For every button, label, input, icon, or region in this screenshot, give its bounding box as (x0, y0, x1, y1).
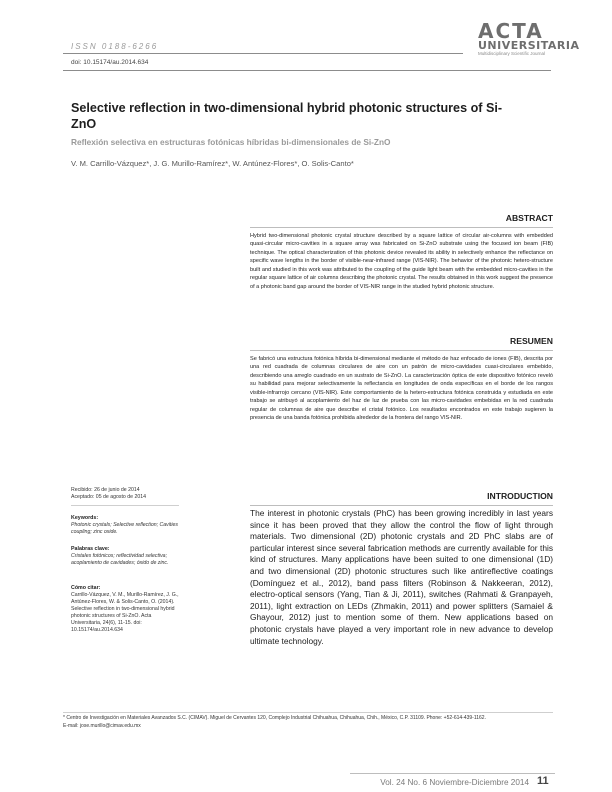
issn: ISSN 0188-6266 (71, 42, 159, 51)
footnote (63, 715, 553, 730)
introduction-text: The interest in photonic crystals (PhC) has been growing incredibly in last years since it has been proved that they allow the control the flow of light through materials. Two dimensional (2D) photonic crystals and 2D PhC slabs are of particular interest since several fabrication methods are currently available for this kind of structures. Many applications have been suited to one dimensional (1D) and two dimensional (2D) photonic structures such like antireflective coatings (Domínguez et al., 2012), band pass filters (Robinson & Nakkeeran, 2012), electro-optical sensors (Yang, Tian & Ji, 2011), switches (Rahmati & Granpayeh, 2011), light extraction on LEDs (Zhmakin, 2011) and power splitters (Samaiel & Ghayour, 2012) just to mention some of them. New applications based on photonic crystals have played a very important role in new advance to develop ultimate technology. (250, 508, 553, 646)
citation-block (71, 585, 181, 634)
palabras-clave-text: Cristales fotónicos; reflectividad selectiva; acoplamiento de cavidades; óxido de zinc. (71, 553, 169, 566)
article-subtitle: Reflexión selectiva en estructuras fotónicas híbridas bi-dimensionales de Si-ZnO (71, 137, 391, 147)
sidebar-divider (71, 505, 179, 506)
resumen-heading: RESUMEN (510, 336, 553, 346)
keywords-text: Photonic crystals; Selective reflection; Cavities coupling; zinc oxide. (71, 522, 178, 535)
article-title: Selective reflection in two-dimensional hybrid photonic structures of Si-ZnO (71, 101, 503, 131)
doi: doi: 10.15174/au.2014.634 (71, 59, 149, 66)
accepted-date: Aceptado: 05 de agosto de 2014 (71, 494, 146, 500)
volume-info: Vol. 24 No. 6 Noviembre-Diciembre 2014 (380, 778, 529, 787)
page-number: 11 (537, 775, 549, 787)
logo-tagline: Multidisciplinary Scientific Journal (478, 51, 546, 56)
keywords-label: Keywords: (71, 515, 99, 521)
abstract-rule (250, 227, 553, 228)
citation-label: Cómo citar: (71, 585, 101, 591)
affiliation: * Centro de Investigación en Materiales Avanzados S.C. (CIMAV). Miguel de Cervantes 120, Complejo Industrial Chihuahua, Chihuahua, Chih., México, C.P. 31109. Phone: +52-614-439-1162. (63, 715, 486, 721)
introduction-heading: INTRODUCTION (487, 491, 553, 501)
footer-rule (350, 773, 555, 774)
logo-line-1: ACTA (478, 19, 544, 43)
footnote-rule (63, 712, 553, 713)
header-rule-bottom (63, 70, 551, 71)
dates-block (71, 487, 231, 501)
palabras-clave-label: Palabras clave: (71, 546, 110, 552)
logo-line-2: UNIVERSITARIA (478, 39, 580, 52)
header-rule-top (63, 53, 463, 54)
keywords-block (71, 515, 179, 536)
citation-text: Carrillo-Vázquez, V. M., Murillo-Ramírez, J. G., Antúnez-Flores, W. & Solis-Canto, O. (2014). Selective reflection in two-dimensional hybrid photonic structures of Si-ZnO. Acta Universitaria, 24(6), 11-15. doi: 10.15174/au.2014.634 (71, 592, 179, 633)
resumen-text: Se fabricó una estructura fotónica híbrida bi-dimensional mediante el método de haz enfocado de iones (FIB), descrita por una red cuadrada de columnas circulares de aire con un patrón de micro-cavidades cuasi-circulares embebido, describiendo una arreglo cuadrado en un sustrato de Si-ZnO. La caracterización óptica de este dispositivo fotónico reveló su habilidad para mejorar selectivamente la reflectancia en longitudes de onda específicas en el borde de los rangos visible-infrarrojo cercano (VIS-NIR). Este comportamiento de la hetero-estructura fotónica construida y estudiada en este trabajo se atribuyó al acoplamiento del haz de luz de prueba con las micro-cavidades embebidas en la red cuadrada regular de columnas de aire que describe el cristal fotónico. Los resultados encontrados en este trabajo sugieren la presencia de una banda fotónica prohibida alrededor de la frontera del rango VIS-NIR. (250, 356, 553, 422)
author-list: V. M. Carrillo-Vázquez*, J. G. Murillo-Ramírez*, W. Antúnez-Flores*, O. Solis-Canto* (71, 159, 354, 168)
email: E-mail: jose.murillo@cimav.edu.mx (63, 722, 141, 729)
abstract-text: Hybrid two-dimensional photonic crystal structure described by a square lattice of circular air-columns with embedded quasi-circular micro-cavities in a square array was fabricated on Si-ZnO substrate using the focused ion beam (FIB) technique. The optical characterization of this photonic device revealed its ability in selectively enhance the reflectance on specific wave lengths in the border of visible-near-infrared range (VIS-NIR). The behavior of the photonic hetero-structure built and studied in this work was attributed to the coupling of the guide light beam with the embedded micro-cavities in the regular square lattice of air columns describing the photonic crystal. The results obtained in this work suggest the presence of a photonic band gap around the border of VIS-NIR range in the studied hybrid photonic structure. (250, 233, 553, 290)
journal-logo (478, 19, 580, 70)
received-date: Recibido: 26 de junio de 2014 (71, 487, 140, 493)
palabras-clave-block (71, 546, 179, 567)
introduction-rule (250, 505, 553, 506)
resumen-rule (250, 350, 553, 351)
abstract-heading: ABSTRACT (505, 213, 553, 223)
